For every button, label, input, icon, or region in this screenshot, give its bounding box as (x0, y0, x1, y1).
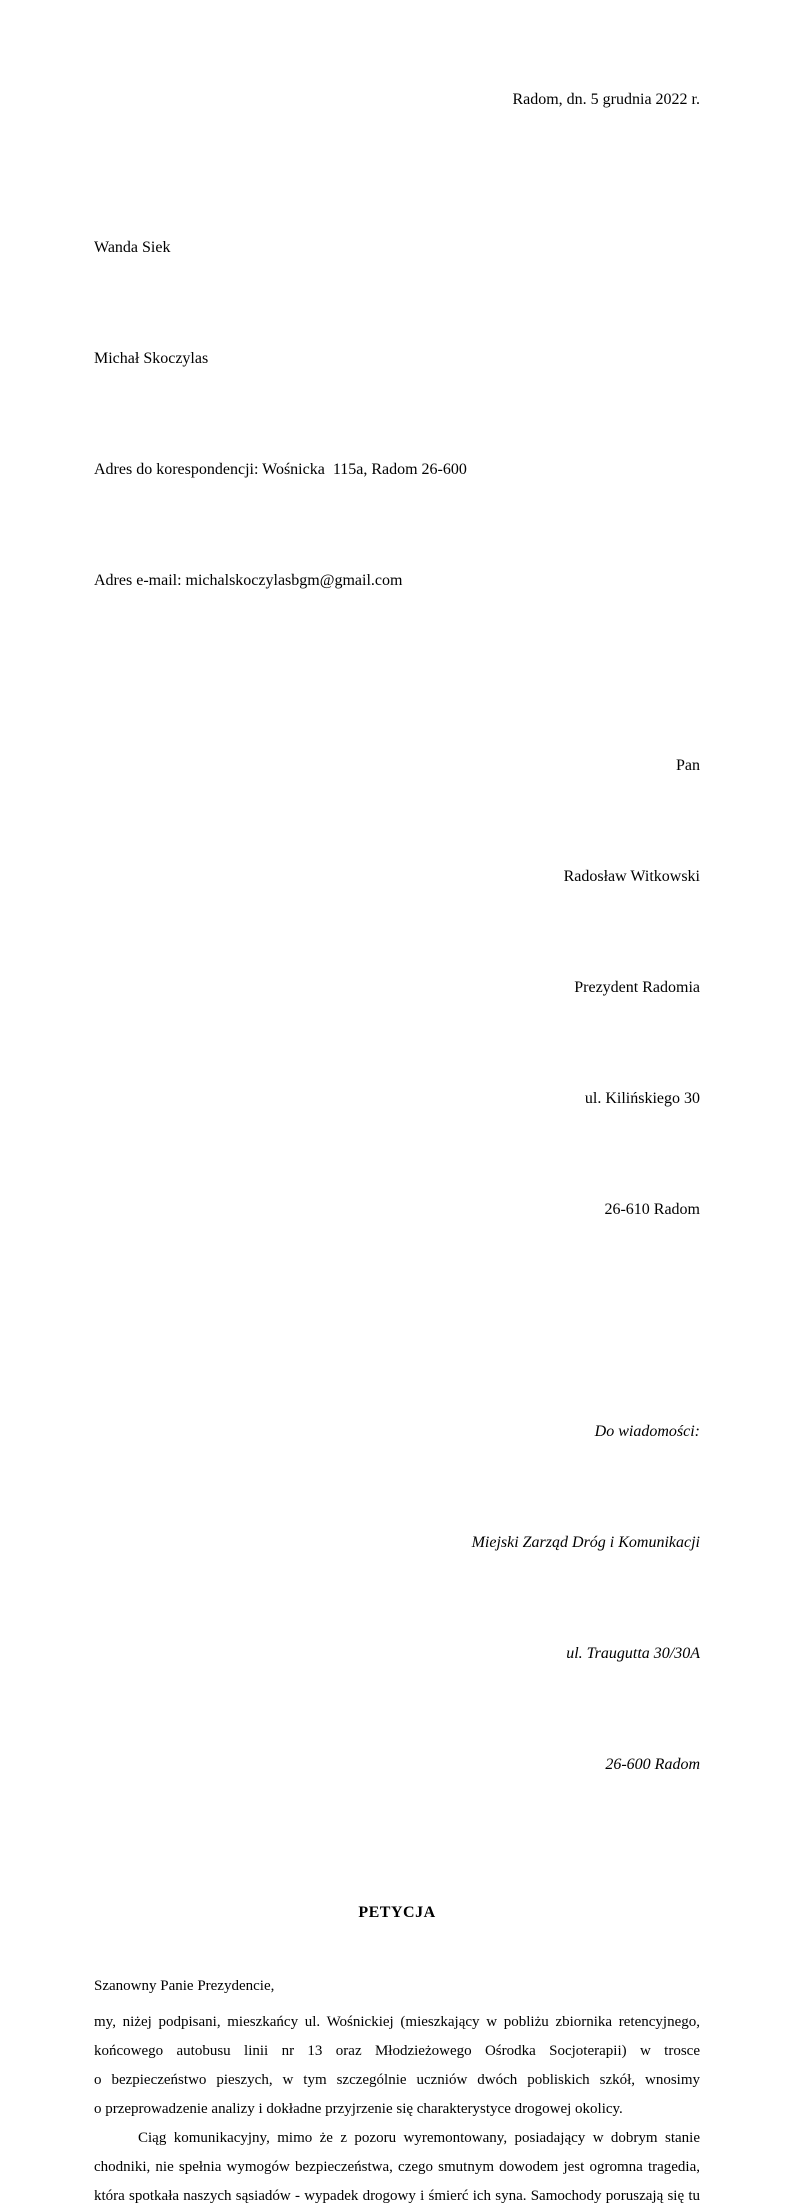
recipient-city: 26-610 Radom (604, 1201, 700, 1218)
body-paragraph-2 (94, 2124, 700, 2211)
paragraph-line: która spotkała naszych sąsiadów - wypadek drogowy i śmierć ich syna. Samochody poruszają się tu (94, 2188, 700, 2204)
paragraph-line: o przeprowadzenie analizy i dokładne przyjrzenie się charakterystyce drogowej okolicy. (94, 2101, 623, 2117)
sender-name-1: Wanda Siek (94, 239, 171, 256)
recipient-block (94, 673, 700, 1302)
cc-city: 26-600 Radom (605, 1756, 700, 1773)
sender-block (94, 155, 700, 673)
paragraph-line: o bezpieczeństwo pieszych, w tym szczególnie uczniów dwóch pobliskich szkół, wnosimy (94, 2072, 700, 2088)
sender-postal-address: Adres do korespondencji: Wośnicka 115a, Radom 26-600 (94, 461, 467, 478)
paragraph-line: końcowego autobusu linii nr 13 oraz Młodzieżowego Ośrodka Socjoterapii) w trosce (94, 2043, 700, 2059)
cc-street: ul. Traugutta 30/30A (566, 1645, 700, 1662)
recipient-name: Radosław Witkowski (563, 868, 700, 885)
cc-block (94, 1339, 700, 1857)
document-title: PETYCJA (358, 1904, 436, 1921)
salutation: Szanowny Panie Prezydencie, (94, 1978, 275, 1994)
letter-page (0, 81, 794, 2204)
paragraph-line: Ciąg komunikacyjny, mimo że z pozoru wyremontowany, posiadający w dobrym stanie (138, 2130, 700, 2146)
paragraph-line: chodniki, nie spełnia wymogów bezpieczeństwa, czego smutnym dowodem jest ogromna tragedia, (94, 2159, 700, 2175)
sender-name-2: Michał Skoczylas (94, 350, 209, 367)
letter-body (94, 1972, 700, 2211)
recipient-salutation: Pan (676, 757, 700, 774)
cc-label: Do wiadomości: (594, 1423, 700, 1440)
recipient-title: Prezydent Radomia (574, 979, 700, 996)
paragraph-line: my, niżej podpisani, mieszkańcy ul. Wośnickiej (mieszkający w pobliżu zbiornika retencyjnego, (94, 2014, 700, 2030)
recipient-street: ul. Kilińskiego 30 (584, 1090, 700, 1107)
date-line: Radom, dn. 5 grudnia 2022 r. (512, 91, 700, 108)
cc-organization: Miejski Zarząd Dróg i Komunikacji (471, 1534, 700, 1551)
body-paragraph-1 (94, 2008, 700, 2124)
sender-email-address: Adres e-mail: michalskoczylasbgm@gmail.com (94, 572, 403, 589)
